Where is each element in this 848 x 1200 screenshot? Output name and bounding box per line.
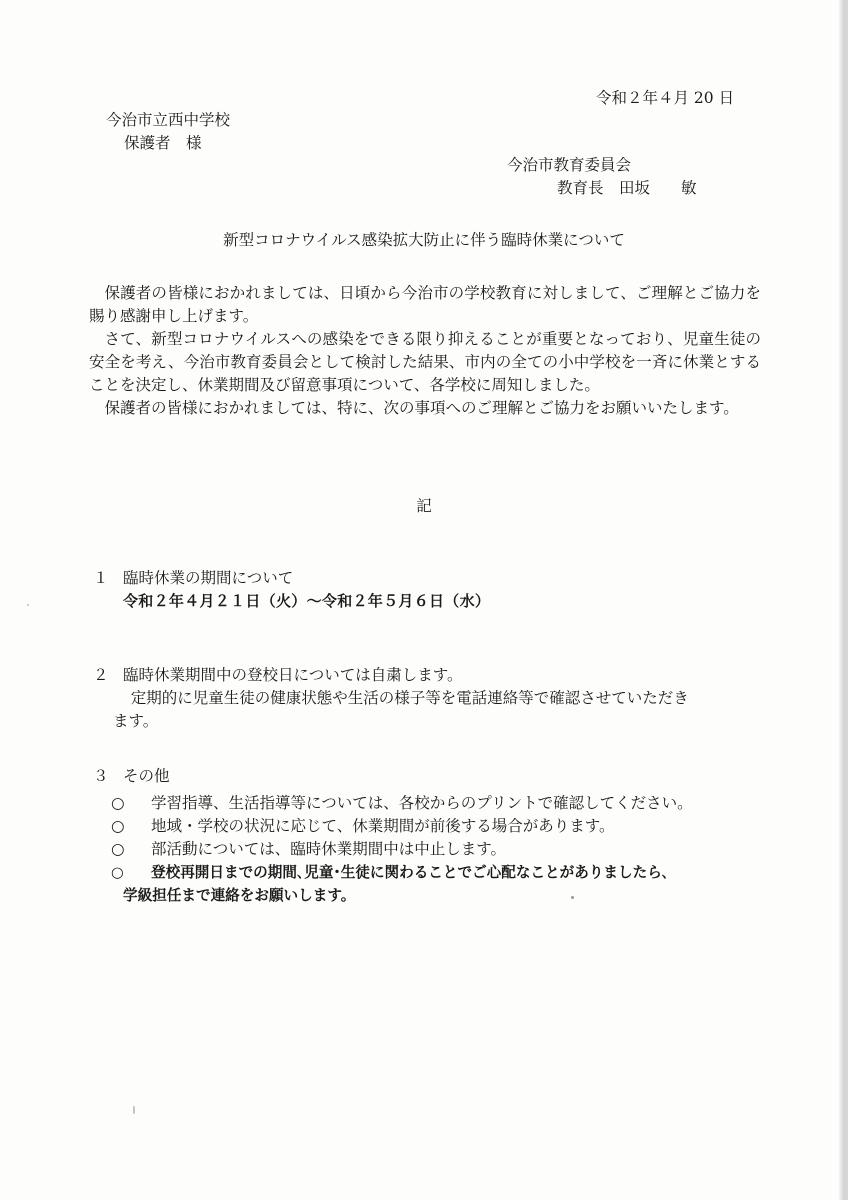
section-3 (93, 765, 773, 907)
recipient-school: 今治市立西中学校 (106, 111, 231, 129)
sender-organization: 今治市教育委員会 (507, 156, 632, 174)
sender-name: 教育長 田坂 敏 (557, 179, 697, 197)
body-paragraphs (89, 282, 761, 420)
list-item-text: 学習指導、生活指導等については、各校からのプリントで確認してください。 (151, 794, 693, 812)
circle-bullet-icon: ○ (111, 840, 125, 858)
section-2 (93, 664, 761, 733)
section-1-number: １ (93, 569, 109, 587)
section-3-heading: その他 (123, 767, 170, 785)
ki-marker: 記 (416, 497, 432, 515)
section-1 (93, 567, 490, 613)
circle-bullet-icon: ○ (111, 817, 125, 835)
circle-bullet-icon: ○ (111, 794, 125, 812)
section-2-detail-line1: 定期的に児童生徒の健康状態や生活の様子等を電話連絡等で確認させていただき (130, 689, 689, 707)
list-item (93, 861, 773, 884)
document-title: 新型コロナウイルス感染拡大防止に伴う臨時休業について (223, 231, 625, 249)
list-item (93, 815, 773, 838)
list-item (93, 838, 773, 861)
section-2-detail-line2: ます。 (113, 712, 159, 730)
list-item (93, 792, 773, 815)
section-2-number: ２ (93, 666, 109, 684)
list-item-text: 地域・学校の状況に応じて、休業期間が前後する場合があります。 (151, 817, 615, 835)
scan-speck (27, 604, 29, 606)
scan-edge (839, 0, 845, 1200)
list-item-text: 部活動については、臨時休業期間中は中止します。 (151, 840, 506, 858)
body-paragraph-2: さて、新型コロナウイルスへの感染をできる限り抑えることが重要となっており、児童生徒の安全を考え、今治市教育委員会として検討した結果、市内の全ての小中学校を一斉に休業とすることを決定し、休業期間及び留意事項について、各学校に周知しました。 (89, 330, 761, 394)
other-items-list (93, 792, 773, 907)
list-item-text: 登校再開日までの期間､児童･生徒に関わることでご心配なことがありましたら､ (151, 864, 670, 881)
scan-speck (571, 896, 574, 899)
section-3-number: ３ (93, 767, 109, 785)
recipient-guardians: 保護者 様 (124, 134, 202, 152)
circle-bullet-icon: ○ (111, 864, 124, 881)
section-1-heading: 臨時休業の期間について (123, 569, 294, 587)
document-date: 令和２年４月 20 日 (596, 89, 735, 107)
section-2-heading: 臨時休業期間中の登校日については自粛します。 (123, 666, 463, 684)
closure-period: 令和２年４月２１日（火）～令和２年５月６日（水） (123, 592, 491, 610)
body-paragraph-3: 保護者の皆様におかれましては、特に、次の事項へのご理解とご協力をお願いいたします。 (104, 399, 739, 417)
body-paragraph-1: 保護者の皆様におかれましては、日頃から今治市の学校教育に対しまして、ご理解とご協力を賜り感謝申し上げます。 (89, 284, 761, 325)
list-item-continuation: 学級担任まで連絡をお願いします。 (123, 887, 356, 904)
scan-speck (133, 1106, 135, 1114)
